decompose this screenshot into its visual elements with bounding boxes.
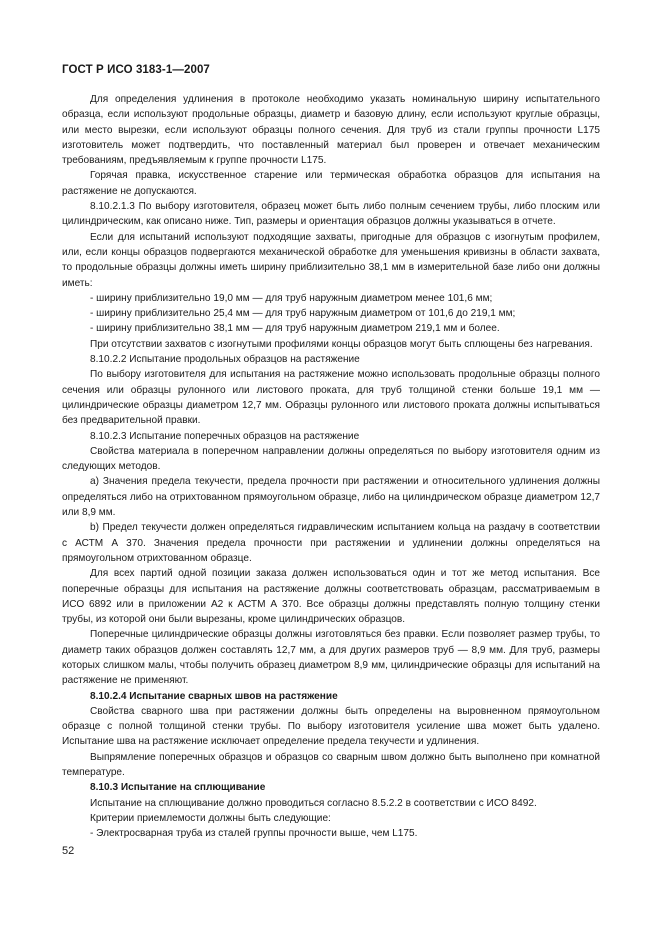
document-header: ГОСТ Р ИСО 3183-1—2007	[62, 64, 210, 76]
paragraph: Испытание на сплющивание должно проводиться согласно 8.5.2.2 в соответствии с ИСО 8492.	[90, 797, 537, 809]
list-item: a) Значения предела текучести, предела прочности при растяжении и относительного удлинения должны определяться либо на отрихтованном прямоугольном образце, либо на цилиндрическом образце диаметром 12,7 или 8,9 мм.	[62, 476, 600, 519]
paragraph: Выпрямление поперечных образцов и образцов со сварным швом должно быть выполнено при комнатной температуре.	[62, 751, 600, 779]
document-body	[62, 92, 600, 842]
paragraph: Поперечные цилиндрические образцы должны изготовляться без правки. Если позволяет размер трубы, то диаметр таких образцов должен составлять 12,7 мм, а для других размеров труб — 8,9 мм. Для труб, размеры которых слишком малы, чтобы получить образец диаметром 8,9 мм, цилиндрические образцы для испытаний на растяжение не применяют.	[62, 629, 600, 687]
section-heading: 8.10.2.3 Испытание поперечных образцов на растяжение	[90, 430, 360, 442]
list-item: b) Предел текучести должен определяться гидравлическим испытанием кольца на раздачу в соответствии с АСТМ А 370. Значения предела прочности при растяжении и удлинении должны определяться на прямоугольном отрихтованном образце.	[62, 522, 600, 564]
paragraph: 8.10.2.1.3 По выбору изготовителя, образец может быть либо полным сечением трубы, либо плоским или цилиндрическим, как описано ниже. Тип, размеры и ориентация образцов должны указываться в отчете.	[62, 201, 600, 228]
paragraph: Критерии приемлемости должны быть следующие:	[90, 812, 331, 824]
paragraph: Для всех партий одной позиции заказа должен использоваться один и тот же метод испытания. Все поперечные образцы для испытания на растяжение должны соответствовать образцам, рассматриваемым в ИСО 6892 или в приложении А2 к АСТМ А 370. Все образцы должны представлять полную толщину стенки трубы, из которой они были вырезаны, кроме цилиндрических образцов.	[62, 568, 600, 626]
section-heading: 8.10.2.4 Испытание сварных швов на растяжение	[90, 690, 338, 702]
list-item: - ширину приблизительно 25,4 мм — для труб наружным диаметром от 101,6 до 219,1 мм;	[90, 308, 516, 320]
page-number: 52	[62, 845, 75, 857]
section-heading: 8.10.2.2 Испытание продольных образцов на растяжение	[90, 354, 360, 366]
list-item: - ширину приблизительно 19,0 мм — для труб наружным диаметром менее 101,6 мм;	[90, 292, 493, 304]
paragraph: Для определения удлинения в протоколе необходимо указать номинальную ширину испытательного образца, если используют продольные образцы, диаметр и базовую длину, если используют круглые образцы, или место вырезки, если используют образцы полного сечения. Для труб из стали группы прочности L175 изготовитель может подтвердить, что поставленный материал был проверен и отвечает механическим требованиям, предъявляемым к группе прочности L175.	[62, 94, 600, 167]
paragraph: Если для испытаний используют подходящие захваты, пригодные для образцов с изогнутым профилем, или, если концы образцов подвергаются механической обработке для уменьшения кривизны в области захвата, то продольные образцы должны иметь ширину приблизительно 38,1 мм в измерительной базе либо они должны иметь:	[62, 231, 600, 289]
paragraph: При отсутствии захватов с изогнутыми профилями концы образцов могут быть сплющены без нагревания.	[90, 338, 593, 350]
paragraph: Свойства материала в поперечном направлении должны определяться по выбору изготовителя одним из следующих методов.	[62, 445, 600, 473]
paragraph: Свойства сварного шва при растяжении должны быть определены на выровненном прямоугольном образце с полной толщиной стенки трубы. По выбору изготовителя усиление шва может быть удалено. Испытание шва на растяжение исключает определение предела текучести и удлинения.	[62, 705, 600, 748]
paragraph: По выбору изготовителя для испытания на растяжение можно использовать продольные образцы полного сечения или образцы рулонного или листового проката, для труб толщиной стенки больше 19,1 мм — цилиндрические образцы диаметром 12,7 мм. Образцы рулонного или листового проката должны испытываться без предварительной правки.	[62, 369, 600, 427]
list-item: - Электросварная труба из сталей группы прочности выше, чем L175.	[90, 828, 418, 840]
paragraph: Горячая правка, искусственное старение или термическая обработка образцов для испытания на растяжение не допускаются.	[62, 170, 600, 197]
list-item: - ширину приблизительно 38,1 мм — для труб наружным диаметром 219,1 мм и более.	[90, 323, 500, 335]
section-heading: 8.10.3 Испытание на сплющивание	[90, 782, 266, 794]
